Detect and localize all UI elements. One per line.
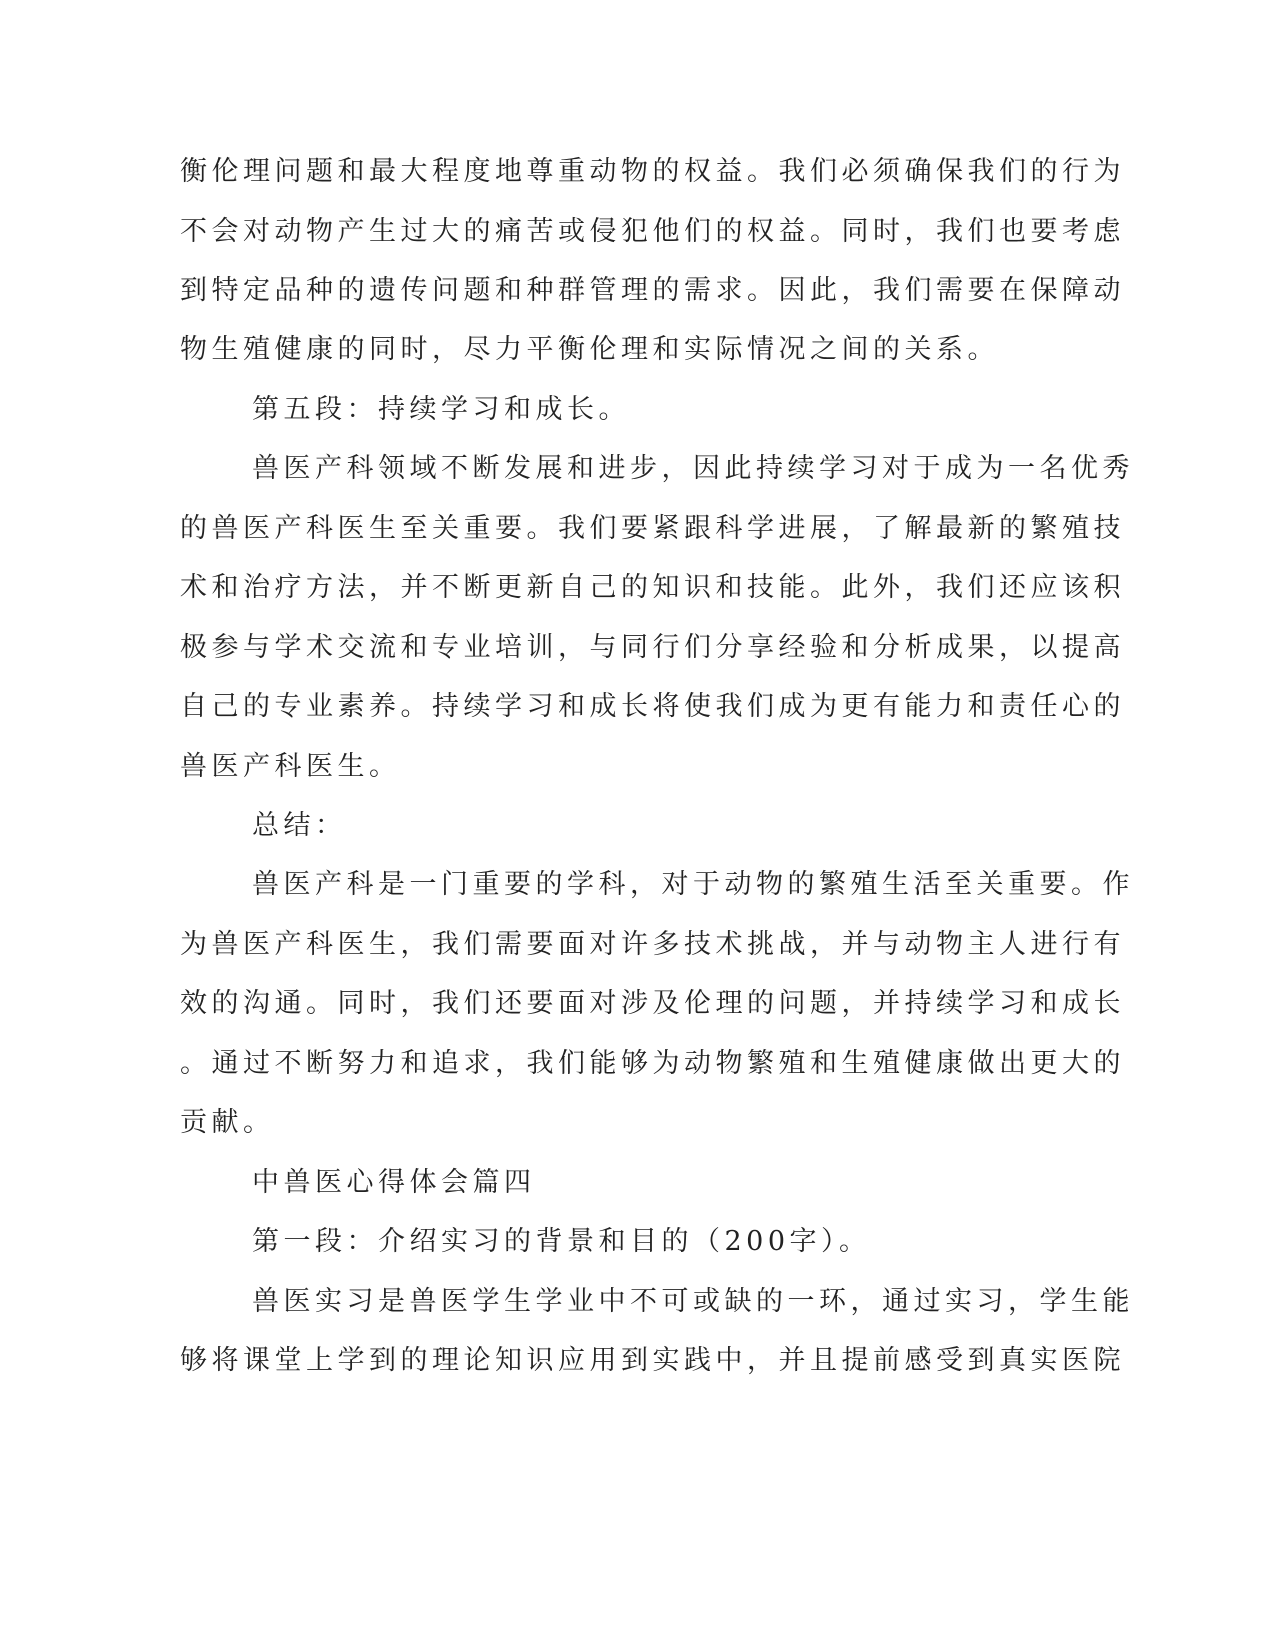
summary-heading: 总结：: [252, 810, 347, 841]
text-line: 的兽医产科医生至关重要。我们要紧跟科学进展，了解最新的繁殖技: [180, 513, 1125, 544]
text-line: 自己的专业素养。持续学习和成长将使我们成为更有能力和责任心的: [180, 691, 1125, 722]
text-line: 物生殖健康的同时，尽力平衡伦理和实际情况之间的关系。: [180, 334, 999, 365]
text-line: 衡伦理问题和最大程度地尊重动物的权益。我们必须确保我们的行为: [180, 156, 1125, 187]
section-heading: 第一段：介绍实习的背景和目的（200字）。: [252, 1226, 871, 1257]
text-line: 。通过不断努力和追求，我们能够为动物繁殖和生殖健康做出更大的: [180, 1048, 1125, 1079]
text-line: 为兽医产科医生，我们需要面对许多技术挑战，并与动物主人进行有: [180, 929, 1125, 960]
text-line: 极参与学术交流和专业培训，与同行们分享经验和分析成果，以提高: [180, 632, 1125, 663]
paragraph-first-line: 兽医实习是兽医学生学业中不可或缺的一环，通过实习，学生能: [252, 1286, 1134, 1317]
text-line: 到特定品种的遗传问题和种群管理的需求。因此，我们需要在保障动: [180, 275, 1125, 306]
text-line: 术和治疗方法，并不断更新自己的知识和技能。此外，我们还应该积: [180, 572, 1125, 603]
text-line: 兽医产科医生。: [180, 751, 401, 782]
paragraph-first-line: 兽医产科是一门重要的学科，对于动物的繁殖生活至关重要。作: [252, 869, 1134, 900]
article-title: 中兽医心得体会篇四: [252, 1167, 536, 1198]
text-line: 效的沟通。同时，我们还要面对涉及伦理的问题，并持续学习和成长: [180, 988, 1125, 1019]
text-line: 不会对动物产生过大的痛苦或侵犯他们的权益。同时，我们也要考虑: [180, 216, 1125, 247]
text-line: 贡献。: [180, 1107, 275, 1138]
paragraph-first-line: 兽医产科领域不断发展和进步，因此持续学习对于成为一名优秀: [252, 453, 1134, 484]
text-line: 够将课堂上学到的理论知识应用到实践中，并且提前感受到真实医院: [180, 1345, 1125, 1376]
section-heading: 第五段：持续学习和成长。: [252, 394, 630, 425]
